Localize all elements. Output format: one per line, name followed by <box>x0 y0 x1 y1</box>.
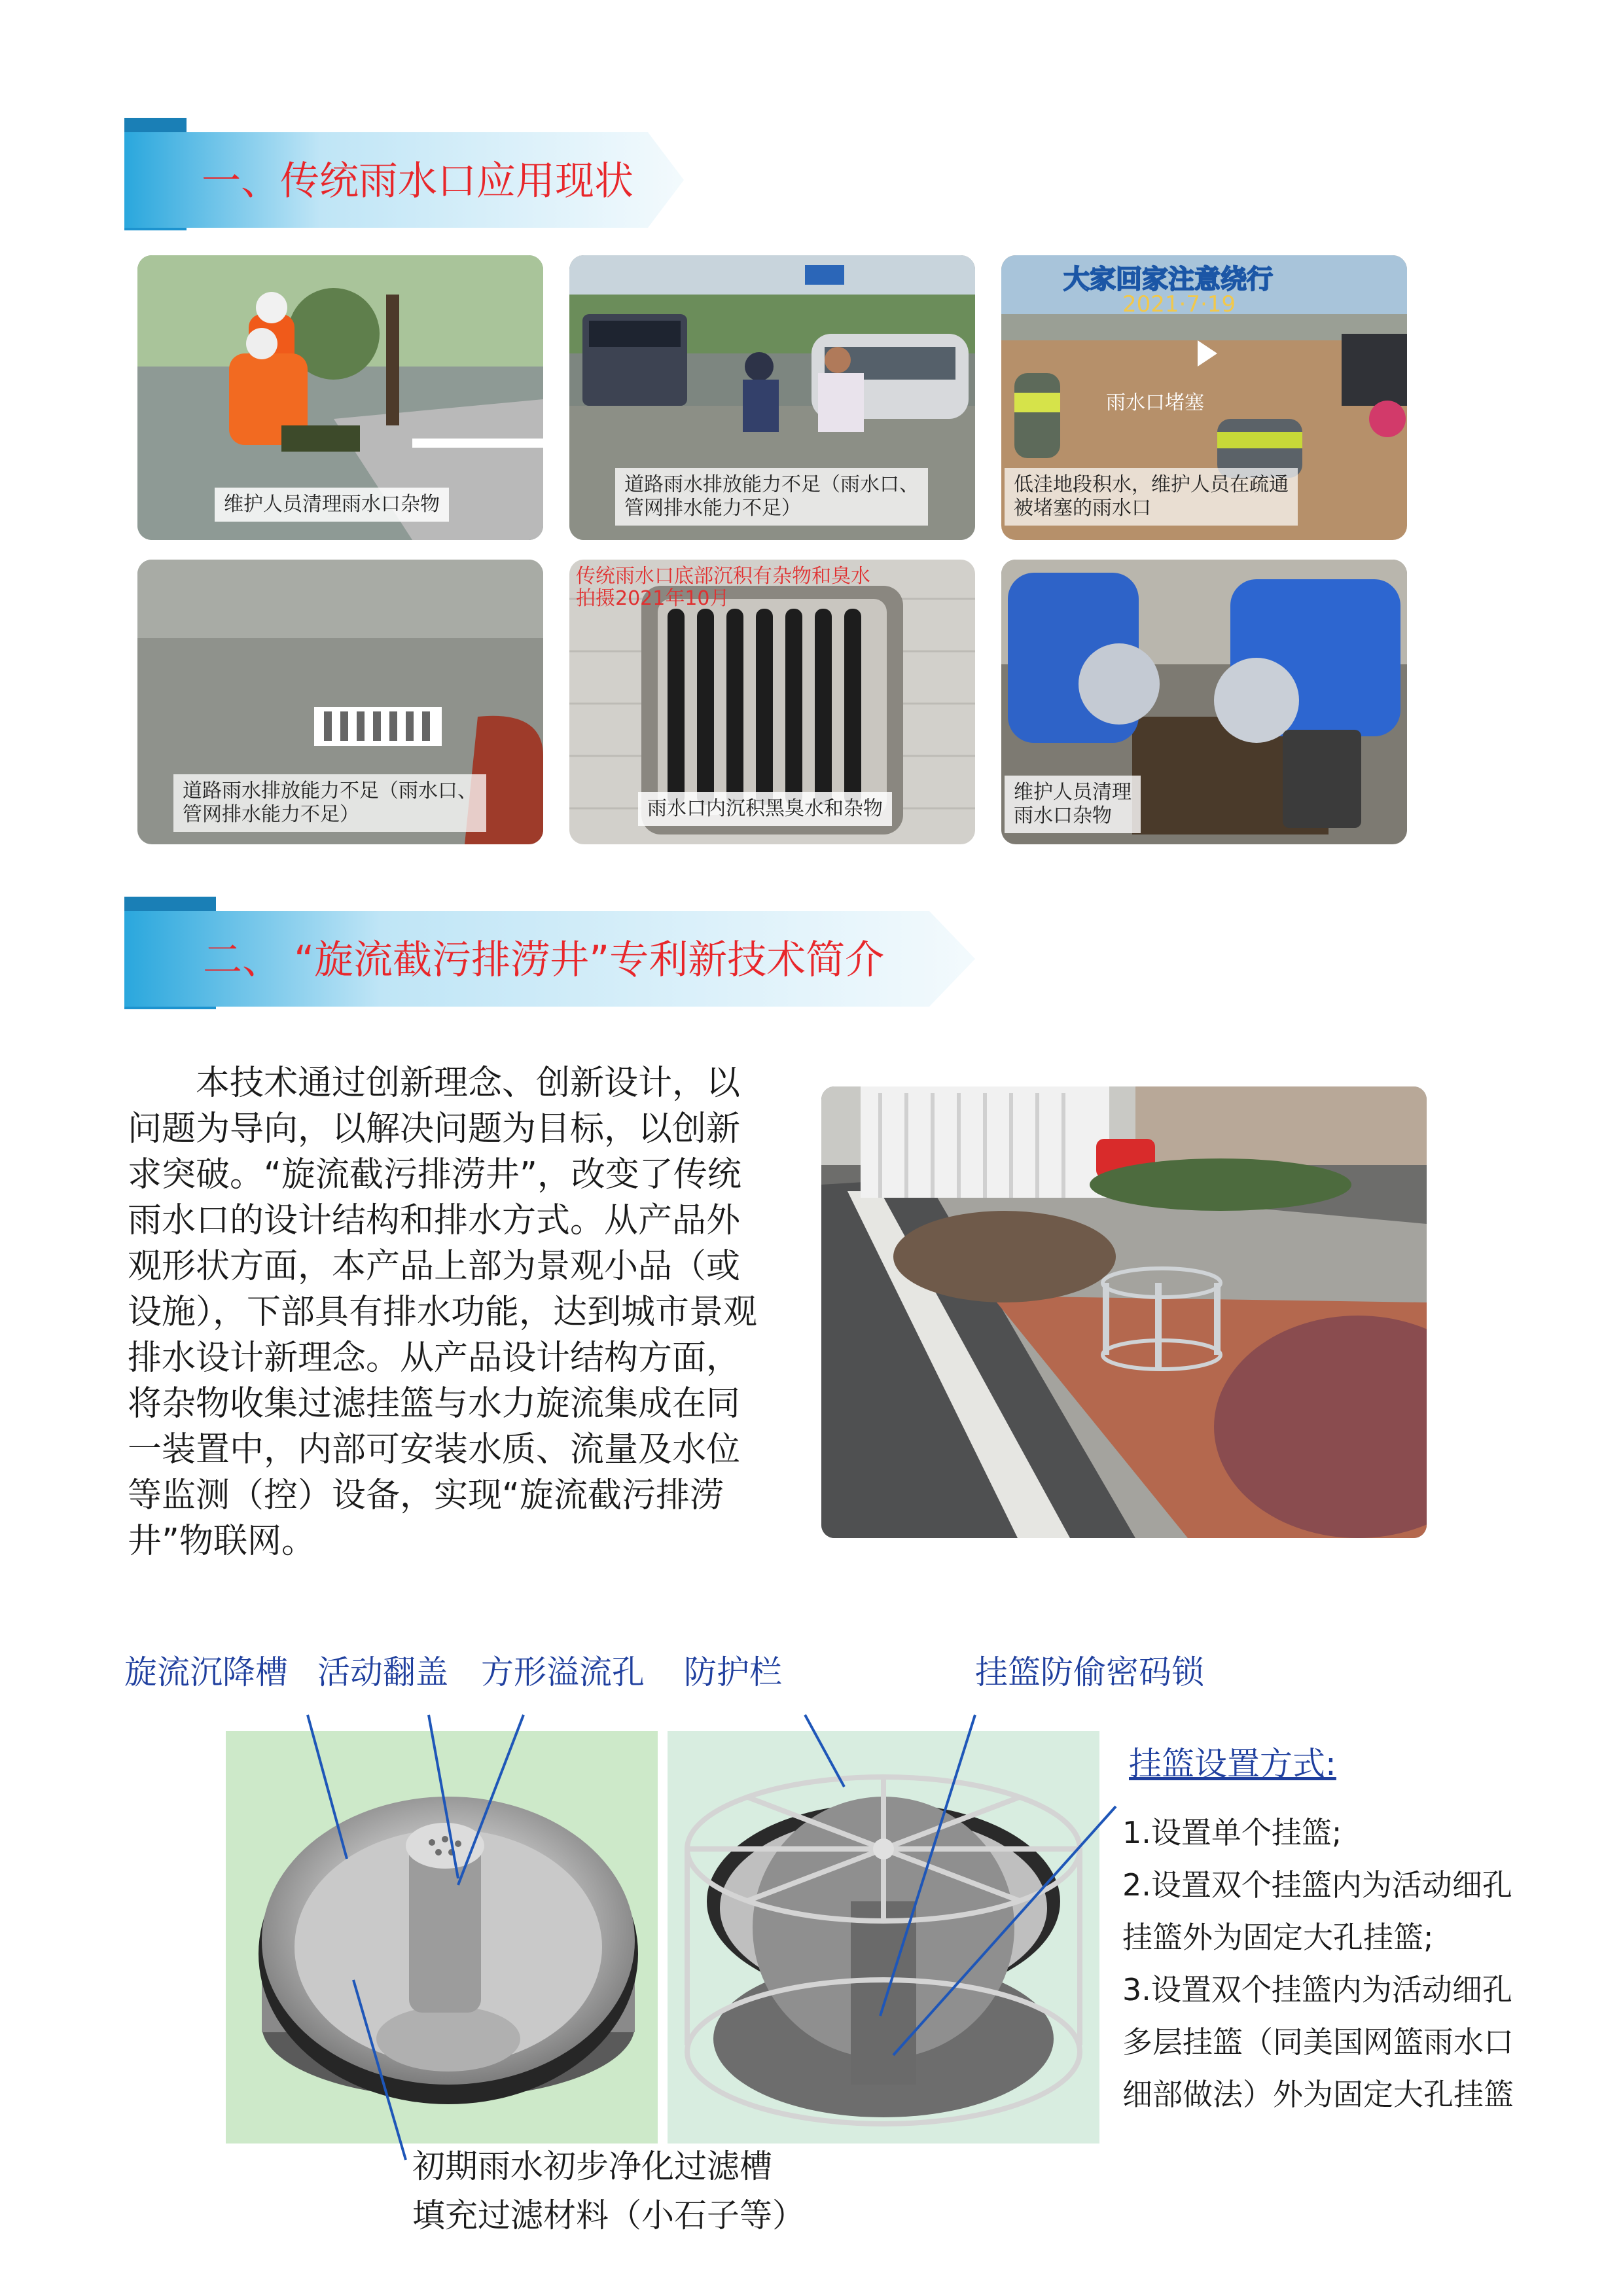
label-lock: 挂篮防偷密码锁 <box>975 1653 1204 1691</box>
section2-banner <box>124 897 982 1009</box>
photo-caption: 低洼地段积水，维护人员在疏通 被堵塞的雨水口 <box>1005 468 1298 526</box>
overlay-label: 雨水口堵塞 <box>1106 391 1204 414</box>
label-guard-rail: 防护栏 <box>684 1653 782 1691</box>
label-filter-tank: 初期雨水初步净化过滤槽 <box>412 2147 772 2185</box>
photo-workers-blue <box>1001 560 1407 844</box>
photo-drain-debris <box>569 560 975 844</box>
photo-workers-clearing <box>137 255 543 540</box>
photo-flooded-road <box>569 255 975 540</box>
photo-flooded-grate <box>137 560 543 844</box>
section1-banner <box>124 118 700 230</box>
label-basket-title: 挂篮设置方式: <box>1129 1745 1336 1783</box>
intro-text: 本技术通过创新理念、创新设计，以问题为导向，以解决问题为目标，以创新求突破。“旋流截污排涝井”，改变了传统雨水口的设计结构和排水方式。从产品外观形状方面，本产品上部为景观小品（或设施），下部具有排水功能，达到城市景观排水设计新理念。从产品设计结构方面，将杂物收集过滤挂篮与水力旋流集成在同一装置中，内部可安装水质、流量及水位等监测（控）设备，实现“旋流截污排涝井”物联网。 <box>128 1064 758 1561</box>
list-item: 1.设置单个挂篮; <box>1122 1815 1342 1850</box>
overlay-date: 拍摄2021年10月 <box>576 587 730 610</box>
list-item: 3.设置双个挂篮内为活动细孔 <box>1122 1972 1512 2007</box>
list-item: 多层挂篮（同美国网篮雨水口 <box>1122 2024 1514 2060</box>
list-item: 2.设置双个挂篮内为活动细孔 <box>1122 1867 1512 1903</box>
photo-caption: 维护人员清理雨水口杂物 <box>215 488 449 522</box>
label-flip-cover: 活动翻盖 <box>317 1653 448 1691</box>
photo-caption: 道路雨水排放能力不足（雨水口、 管网排水能力不足） <box>615 468 928 526</box>
photo-caption: 道路雨水排放能力不足（雨水口、 管网排水能力不足） <box>173 774 486 832</box>
list-item: 细部做法）外为固定大孔挂篮 <box>1122 2077 1514 2112</box>
overlay-heading: 大家回家注意绕行 <box>1063 264 1273 295</box>
photo-caption: 雨水口内沉积黑臭水和杂物 <box>638 792 892 826</box>
section1-title: 一、传统雨水口应用现状 <box>202 158 633 204</box>
photo-waterlogged <box>1001 255 1407 540</box>
overlay-heading: 传统雨水口底部沉积有杂物和臭水 <box>576 565 870 588</box>
photo-caption: 维护人员清理 雨水口杂物 <box>1005 776 1141 833</box>
photo-installed-product <box>821 1086 1427 1538</box>
section2-title: 二、 “旋流截污排涝井”专利新技术简介 <box>203 937 885 983</box>
overlay-date: 2021·7·19 <box>1122 291 1236 317</box>
list-item: 挂篮外为固定大孔挂篮; <box>1122 1920 1434 1955</box>
label-overflow-hole: 方形溢流孔 <box>481 1653 645 1691</box>
basket-methods-list <box>1122 1806 1515 2121</box>
label-swirl-tank: 旋流沉降槽 <box>124 1653 288 1691</box>
intro-paragraph <box>128 1060 769 1564</box>
label-filter-material: 填充过滤材料（小石子等） <box>412 2197 805 2234</box>
